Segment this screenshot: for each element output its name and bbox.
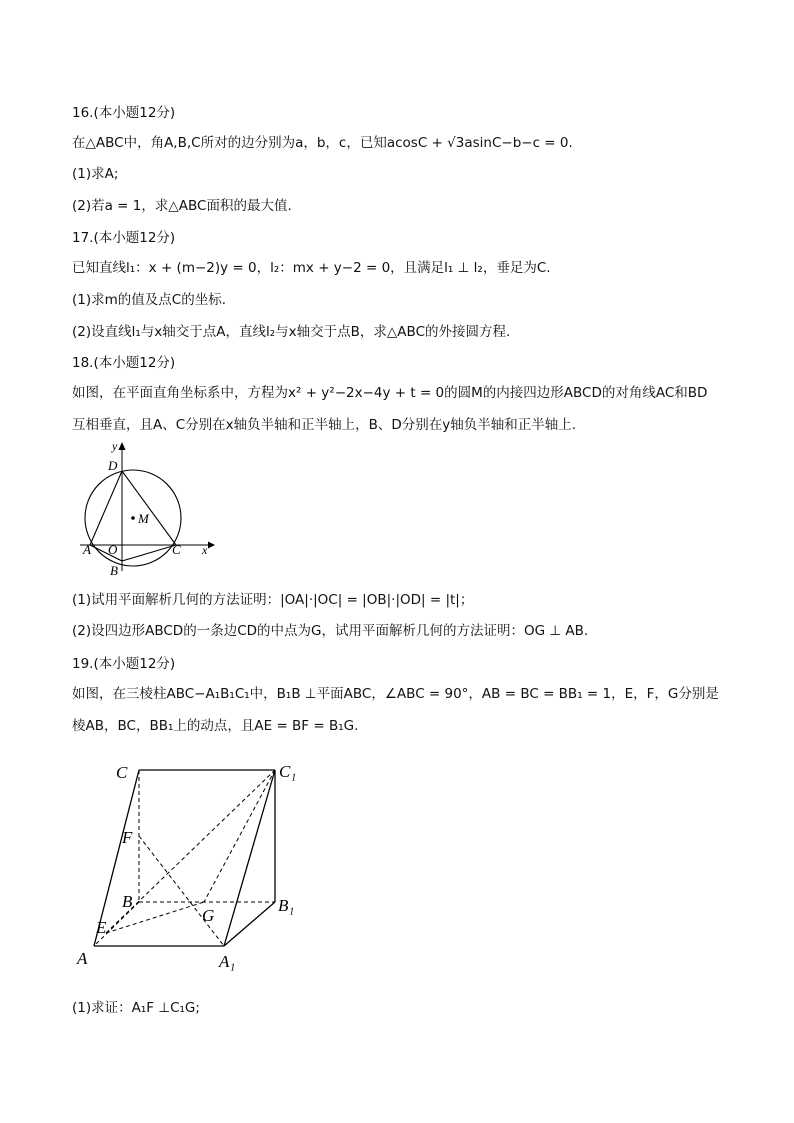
q18-label-O: O — [108, 542, 118, 557]
q19-stem-line1: 如图，在三棱柱ABC−A₁B₁C₁中，B₁B ⊥平面ABC，∠ABC = 90°，AB = BC = BB₁ = 1，E，F，G分别是 — [72, 686, 719, 702]
q19-label-G: G — [202, 906, 215, 925]
q19-label-A1: A₁ — [219, 952, 236, 971]
q18-part2: (2)设四边形ABCD的一条边CD的中点为G，试用平面解析几何的方法证明：OG ⊥ AB. — [72, 623, 589, 639]
q18-header: 18.(本小题12分) — [72, 355, 176, 371]
q19-label-B: B — [122, 892, 133, 911]
q18-circle-figure — [72, 436, 222, 581]
q18-stem-line2: 互相垂直，且A、C分别在x轴负半轴和正半轴上，B、D分别在y轴负半轴和正半轴上. — [72, 417, 577, 433]
q17-header: 17.(本小题12分) — [72, 230, 176, 246]
q18-label-D: D — [108, 458, 118, 473]
q19-label-C1: C₁ — [279, 762, 297, 781]
q18-label-C: C — [172, 542, 181, 557]
q19-label-B1: B₁ — [278, 896, 295, 915]
q18-label-x: x — [202, 543, 208, 557]
q17-part2: (2)设直线l₁与x轴交于点A，直线l₂与x轴交于点B，求△ABC的外接圆方程. — [72, 324, 511, 340]
q16-stem: 在△ABC中，角A,B,C所对的边分别为a，b，c，已知acosC + √3asinC−b−c = 0. — [72, 135, 573, 151]
q19-header: 19.(本小题12分) — [72, 656, 176, 672]
q17-stem: 已知直线l₁：x + (m−2)y = 0，l₂：mx + y−2 = 0，且满足l₁ ⊥ l₂，垂足为C. — [72, 260, 551, 276]
q19-part1: (1)求证：A₁F ⊥C₁G; — [72, 1000, 200, 1016]
q19-prism-figure — [72, 752, 312, 977]
q19-stem-line2: 棱AB，BC，BB₁上的动点，且AE = BF = B₁G. — [72, 718, 359, 734]
q16-header: 16.(本小题12分) — [72, 105, 176, 121]
q18-label-M: M — [138, 511, 149, 526]
q18-stem-line1: 如图，在平面直角坐标系中，方程为x² + y²−2x−4y + t = 0的圆M的内接四边形ABCD的对角线AC和BD — [72, 385, 708, 401]
q17-part1: (1)求m的值及点C的坐标. — [72, 292, 226, 308]
q19-label-F: F — [122, 828, 133, 847]
q18-label-A: A — [83, 542, 91, 557]
q19-label-E: E — [96, 918, 107, 937]
q16-part1: (1)求A; — [72, 166, 119, 182]
q18-label-y: y — [112, 439, 118, 453]
q19-label-A: A — [77, 949, 88, 968]
q18-part1: (1)试用平面解析几何的方法证明：|OA|·|OC| = |OB|·|OD| = |t|； — [72, 592, 474, 608]
q19-label-C: C — [116, 763, 128, 782]
q16-part2: (2)若a = 1，求△ABC面积的最大值. — [72, 198, 292, 214]
q18-label-B: B — [110, 563, 118, 578]
